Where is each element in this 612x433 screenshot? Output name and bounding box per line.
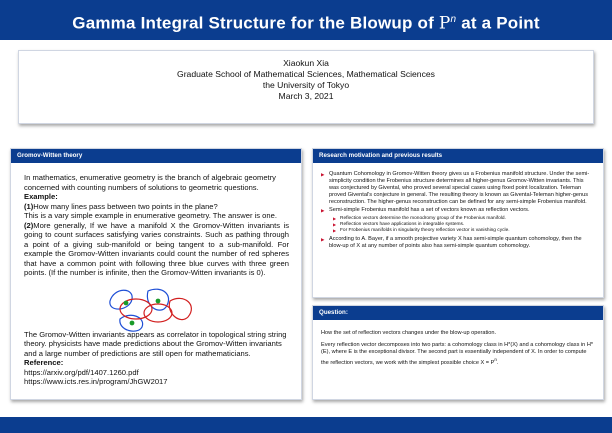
example-2-num: (2): [24, 220, 34, 230]
example-1: [24, 202, 289, 212]
question-detail-end: .: [496, 360, 499, 367]
gw-intro: In mathematics, enumerative geometry is the branch of algebraic geometry concerned with counting numbers of solutions to geometric questions.: [24, 173, 276, 192]
question-block: [312, 305, 604, 400]
gw-theory-title: Gromov-Witten theory: [11, 149, 301, 163]
example-1-answer: This is a vary simple example in enumerative geometry. The answer is one.: [24, 211, 277, 220]
question-detail: [321, 342, 595, 367]
red-sphere-2: [144, 304, 172, 322]
red-curve-3: [169, 298, 191, 319]
example-1-text: How many lines pass between two points in the plane?: [33, 201, 218, 211]
research-title: Research motivation and previous results: [313, 149, 603, 163]
gw-curves-figure: [100, 283, 220, 335]
example-1-num: (1): [24, 201, 34, 211]
research-bullet-1: ▶ Quantum Cohomology in Gromov-Witten theory gives us a Frobenius manifold structure. Under the semi-simplicity condition the Frobenius structure determines all higher-genus Gromov-Witten invariants. This was conjectured by Givental, who proved several special cases using fixed point localization. Teleman proved Givental's conjecture in general. The resulting theory is known as Givental-Teleman higher-genus reconstruction. The higher-genus reconstruction can be defined for any semi-simple Frobenius manifold.: [321, 171, 595, 206]
footer-bar: [0, 417, 612, 433]
example-2-text: More generally, If we have a manifold X the Gromov-Witten invariants is going to count surfaces satisfying varies constraints. Such as pathing through a point of a giving sub-manifold or being tangent to a sub-manifold. For example the Gromov-Witten invariants could count the number of red spheres that have a common point with following three blue curves with three green points. (If the number is infinite, then the Gromov-Witten invariants is 0).: [24, 220, 289, 277]
author-box: [18, 50, 594, 124]
green-point-1: [124, 301, 129, 306]
research-sub-2: ▶ Reflection vectors have applications in integrable systems.: [333, 222, 595, 228]
poster-title: [0, 0, 612, 40]
title-suffix: at a Point: [456, 13, 540, 33]
reference-link-2[interactable]: https://www.icts.res.in/program/JhGW2017: [24, 377, 168, 386]
author-date: March 3, 2021: [278, 91, 334, 101]
reference-link-1[interactable]: https://arxiv.org/pdf/1407.1260.pdf: [24, 367, 139, 377]
question-title: Question:: [313, 306, 603, 320]
title-math-n: n: [450, 14, 457, 25]
question-detail-n: n: [494, 357, 497, 363]
author-affiliation-1: Graduate School of Mathematical Sciences, Mathematical Sciences: [177, 69, 435, 79]
reference-label: Reference:: [24, 358, 64, 367]
author-name: Xiaokun Xia: [283, 58, 329, 68]
green-point-3: [130, 321, 135, 326]
example-2: [24, 221, 289, 278]
reflection-sublist: [329, 216, 595, 234]
author-affiliation-2: the University of Tokyo: [262, 80, 350, 90]
title-prefix: Gamma Integral Structure for the Blowup of: [72, 13, 439, 33]
research-bullet-3: ▶ According to A. Bayer, if a smooth projective variety X has semi-simple quantum cohomology, then the blow-up of X at any number of points also has semi-simple quantum cohomology.: [321, 236, 595, 250]
green-point-2: [156, 299, 161, 304]
question-detail-text: Every reflection vector decomposes into two parts: a cohomology class in H*(X) and a cohomology class in H*(E), where E is the exceptional divisor. The second part is essentially independent of X. In order to compute the reflection vectors, we work with the simplest possible choice X = P: [321, 342, 594, 367]
example-label: Example:: [24, 192, 58, 201]
research-bullet-2-text: Semi-simple Frobenius manifold has a set of vectors known as reflection vectors.: [329, 207, 530, 214]
title-math-p: P: [438, 13, 451, 34]
research-bullet-2: [321, 207, 595, 233]
question-text: How the set of reflection vectors changes under the blow-up operation.: [321, 330, 497, 336]
research-block: [312, 148, 604, 298]
gw-closing: The Gromov-Witten invariants appears as correlator in topological string string theory. physicists have made predictions about the Gromov-Witten invariants and a large number of predictions are still open for mathematicians.: [24, 329, 287, 358]
research-sub-1: ▶ Reflection vectors determine the monodromy group of the Frobenius manifold.: [333, 216, 595, 222]
research-sub-3: ▶ For Frobenius manifolds in singularity theory reflection vector is vanishing cycle.: [333, 228, 595, 234]
gw-theory-block: [10, 148, 302, 400]
research-list: [321, 171, 595, 250]
